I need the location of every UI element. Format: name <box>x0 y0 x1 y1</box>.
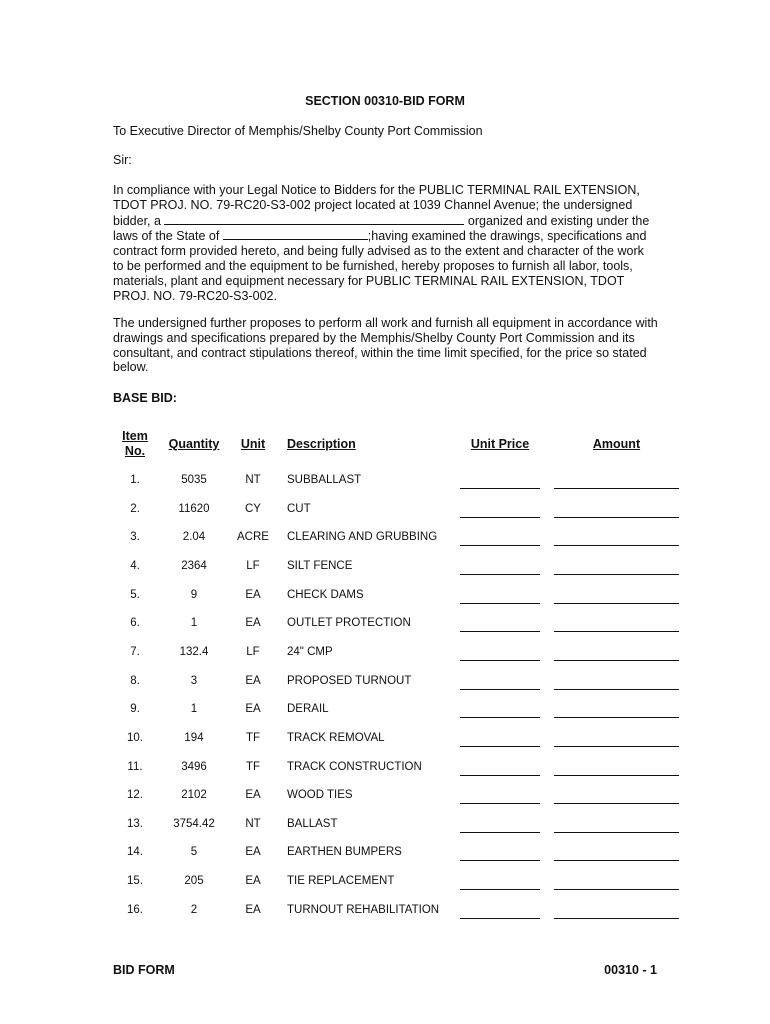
header-description: Description <box>287 437 356 451</box>
unit-price-blank[interactable] <box>460 631 540 632</box>
row-unit: NT <box>245 474 261 486</box>
section-title: SECTION 00310-BID FORM <box>305 94 465 108</box>
row-description: SUBBALLAST <box>287 474 362 486</box>
salutation-text: Sir: <box>113 153 132 167</box>
row-description: WOOD TIES <box>287 789 353 802</box>
row-unit: EA <box>245 617 261 630</box>
unit-price-blank[interactable] <box>460 746 540 747</box>
table-row <box>0 531 770 559</box>
row-quantity: 3496 <box>181 760 207 773</box>
unit-price-blank[interactable] <box>460 918 540 919</box>
paragraph-line: TDOT PROJ. NO. 79-RC20-S3-002 project located at 1039 Channel Avenue; the undersigned <box>113 197 633 212</box>
row-item-no: 9. <box>130 703 140 716</box>
row-item-no: 10. <box>127 731 143 744</box>
amount-blank[interactable] <box>554 860 679 861</box>
row-unit: LF <box>246 559 260 572</box>
unit-price-blank[interactable] <box>460 545 540 546</box>
amount-blank[interactable] <box>554 545 679 546</box>
paragraph-line <box>113 228 658 244</box>
row-quantity: 194 <box>184 731 204 744</box>
unit-price-blank[interactable] <box>460 689 540 690</box>
salutation <box>113 153 658 168</box>
row-description: SILT FENCE <box>287 559 353 572</box>
row-item-no: 16. <box>127 903 143 916</box>
table-row <box>0 646 770 674</box>
row-description: DERAIL <box>287 703 329 716</box>
state-label: laws of the State of <box>113 229 223 244</box>
row-unit: EA <box>245 846 261 859</box>
row-description: PROPOSED TURNOUT <box>287 674 412 687</box>
header-item-line1: Item <box>122 429 148 443</box>
table-row <box>0 675 770 703</box>
row-description: 24" CMP <box>287 645 333 658</box>
row-unit: NT <box>245 817 261 830</box>
table-row <box>0 904 770 932</box>
unit-price-blank[interactable] <box>460 717 540 718</box>
row-description: TRACK REMOVAL <box>287 731 385 744</box>
amount-blank[interactable] <box>554 689 679 690</box>
addressee-line <box>113 124 658 139</box>
row-item-no: 14. <box>127 846 143 859</box>
row-item-no: 11. <box>127 760 143 773</box>
row-unit: EA <box>245 588 261 601</box>
amount-blank[interactable] <box>554 574 679 575</box>
paragraph-line: below. <box>113 360 149 375</box>
row-description: TURNOUT REHABILITATION <box>287 903 440 916</box>
row-quantity: 1 <box>190 617 198 630</box>
paragraph-line: materials, plant and equipment necessary for PUBLIC TERMINAL RAIL EXTENSION, TDOT <box>113 273 625 288</box>
table-row <box>0 474 770 502</box>
addressee-text: To Executive Director of Memphis/Shelby County Port Commission <box>113 124 483 138</box>
row-unit: CY <box>245 502 261 515</box>
row-item-no: 13. <box>127 817 143 830</box>
amount-blank[interactable] <box>554 746 679 747</box>
row-quantity: 9 <box>190 588 198 601</box>
table-row <box>0 560 770 588</box>
paragraph-line <box>113 213 658 229</box>
row-description: CHECK DAMS <box>287 588 364 601</box>
base-bid-label: BASE BID: <box>113 391 177 405</box>
row-item-no: 2. <box>130 502 140 515</box>
row-item-no: 6. <box>130 617 140 630</box>
amount-blank[interactable] <box>554 717 679 718</box>
row-unit: TF <box>245 731 261 744</box>
bidder-name-blank[interactable] <box>164 213 464 225</box>
unit-price-blank[interactable] <box>460 803 540 804</box>
row-quantity: 5035 <box>181 474 207 486</box>
footer-left: BID FORM <box>113 963 175 977</box>
unit-price-blank[interactable] <box>460 574 540 575</box>
table-row <box>0 846 770 874</box>
unit-price-blank[interactable] <box>460 832 540 833</box>
row-description: CUT <box>287 502 311 515</box>
amount-blank[interactable] <box>554 918 679 919</box>
paragraph-line: to be performed and the equipment to be furnished, hereby proposes to furnish all labor, tools, <box>113 258 633 273</box>
header-item-no <box>110 429 160 459</box>
row-unit: EA <box>245 703 261 716</box>
row-item-no: 1. <box>130 474 140 486</box>
table-row <box>0 617 770 645</box>
header-amount: Amount <box>592 437 641 451</box>
header-quantity: Quantity <box>168 437 220 451</box>
row-quantity: 2102 <box>181 789 207 802</box>
header-unit: Unit <box>240 437 266 451</box>
row-unit: EA <box>245 903 261 916</box>
row-description: BALLAST <box>287 817 338 830</box>
table-row <box>0 818 770 846</box>
amount-blank[interactable] <box>554 488 679 489</box>
table-row <box>0 875 770 903</box>
proposal-paragraph <box>113 316 658 375</box>
amount-blank[interactable] <box>554 775 679 776</box>
row-item-no: 4. <box>130 559 140 572</box>
bidder-label: bidder, a <box>113 213 165 228</box>
table-row <box>0 703 770 731</box>
row-quantity: 2364 <box>181 559 207 572</box>
paragraph-line: drawings and specifications prepared by the Memphis/Shelby County Port Commission and its <box>113 330 635 345</box>
row-description: CLEARING AND GRUBBING <box>287 531 438 544</box>
paragraph-line: In compliance with your Legal Notice to Bidders for the PUBLIC TERMINAL RAIL EXTENSION, <box>113 183 640 197</box>
row-unit: LF <box>246 645 260 658</box>
row-quantity: 3754.42 <box>173 817 215 830</box>
row-item-no: 8. <box>130 674 140 687</box>
unit-price-blank[interactable] <box>460 660 540 661</box>
row-quantity: 11620 <box>178 502 210 515</box>
row-description: TRACK CONSTRUCTION <box>287 760 422 773</box>
row-unit: EA <box>245 789 261 802</box>
having-examined-text: ;having examined the drawings, specifications and <box>367 229 647 244</box>
row-unit: TF <box>245 760 261 773</box>
organized-text: organized and existing under the <box>464 213 650 228</box>
row-unit: EA <box>245 674 261 687</box>
row-unit: ACRE <box>237 531 269 544</box>
row-quantity: 1 <box>190 703 198 716</box>
state-blank[interactable] <box>223 228 368 240</box>
paragraph-line: consultant, and contract stipulations thereof, within the time limit specified, for the price so stated <box>113 345 647 360</box>
row-quantity: 205 <box>184 875 204 888</box>
unit-price-blank[interactable] <box>460 488 540 489</box>
unit-price-blank[interactable] <box>460 517 540 518</box>
table-row <box>0 761 770 789</box>
amount-blank[interactable] <box>554 631 679 632</box>
row-quantity: 2.04 <box>182 531 206 544</box>
paragraph-line: The undersigned further proposes to perform all work and furnish all equipment in accordance with <box>113 316 658 330</box>
unit-price-blank[interactable] <box>460 775 540 776</box>
row-description: EARTHEN BUMPERS <box>287 846 402 859</box>
row-item-no: 12. <box>127 789 143 802</box>
row-item-no: 5. <box>130 588 140 601</box>
table-row <box>0 503 770 531</box>
table-row <box>0 589 770 617</box>
row-description: OUTLET PROTECTION <box>287 617 411 630</box>
table-row <box>0 732 770 760</box>
amount-blank[interactable] <box>554 889 679 890</box>
row-quantity: 3 <box>190 674 198 687</box>
row-unit: EA <box>245 875 261 888</box>
amount-blank[interactable] <box>554 660 679 661</box>
row-item-no: 3. <box>130 531 140 544</box>
unit-price-blank[interactable] <box>460 603 540 604</box>
footer-page-number: 00310 - 1 <box>604 963 657 977</box>
paragraph-line: PROJ. NO. 79-RC20-S3-002. <box>113 288 277 303</box>
row-description: TIE REPLACEMENT <box>287 875 395 888</box>
header-unit-price: Unit Price <box>470 437 530 451</box>
paragraph-line: contract form provided hereto, and being fully advised as to the extent and character of the work <box>113 244 644 259</box>
compliance-paragraph <box>113 183 658 303</box>
row-quantity: 5 <box>190 846 198 859</box>
unit-price-blank[interactable] <box>460 860 540 861</box>
amount-blank[interactable] <box>554 832 679 833</box>
unit-price-blank[interactable] <box>460 889 540 890</box>
table-row <box>0 789 770 817</box>
amount-blank[interactable] <box>554 517 679 518</box>
row-item-no: 15. <box>127 875 143 888</box>
row-quantity: 2 <box>190 903 198 916</box>
amount-blank[interactable] <box>554 803 679 804</box>
row-quantity: 132.4 <box>179 645 209 658</box>
amount-blank[interactable] <box>554 603 679 604</box>
header-item-line2: No. <box>124 444 146 458</box>
row-item-no: 7. <box>130 645 140 658</box>
